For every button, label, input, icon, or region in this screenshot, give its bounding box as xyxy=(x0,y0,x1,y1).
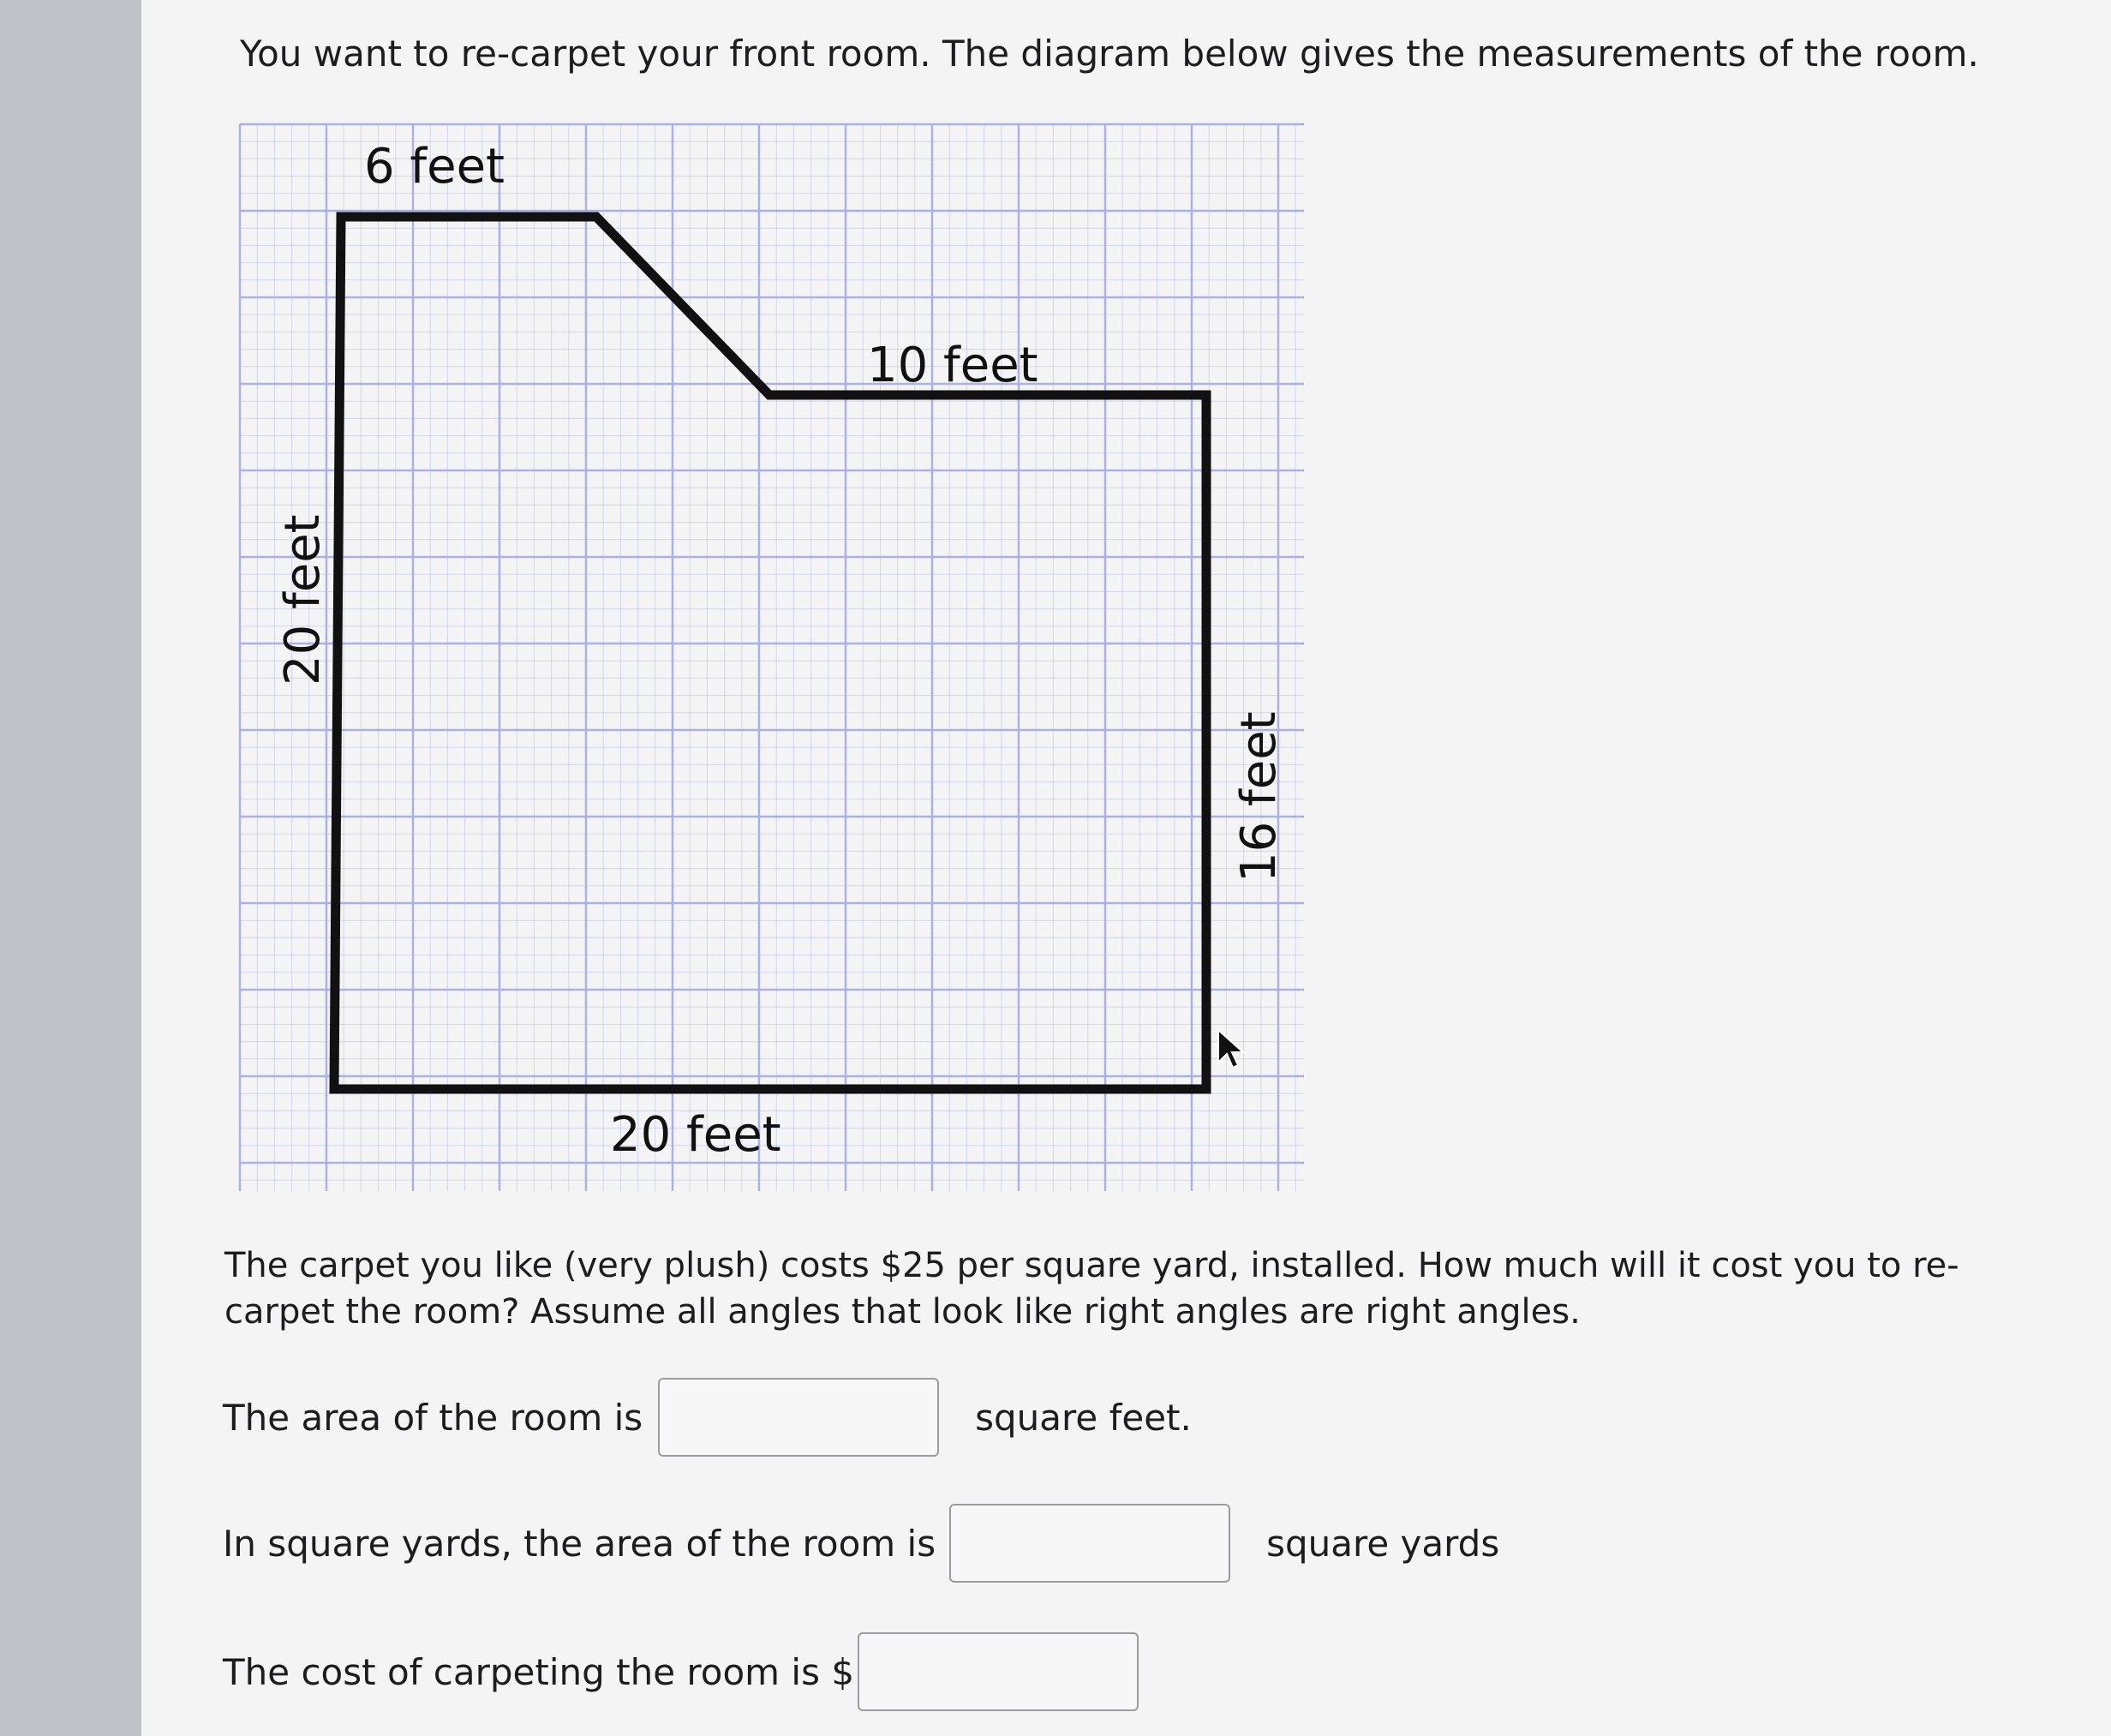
area-sqyd-label: In square yards, the area of the room is xyxy=(223,1522,936,1565)
problem-prompt: You want to re-carpet your front room. The diagram below gives the measurements of the room. xyxy=(240,33,1979,75)
area-sqft-unit: square feet. xyxy=(975,1396,1192,1439)
label-bottom-20-feet: 20 feet xyxy=(610,1107,781,1163)
area-sqft-label: The area of the room is xyxy=(223,1396,643,1439)
area-sqyd-unit: square yards xyxy=(1266,1522,1500,1565)
room-diagram xyxy=(223,116,1319,1204)
cost-input[interactable] xyxy=(858,1632,1139,1711)
mouse-cursor-icon xyxy=(1217,1028,1246,1071)
left-margin xyxy=(0,0,141,1736)
question-text: The carpet you like (very plush) costs $25 per square yard, installed. How much will it cost you to re-carpet the room? Assume all angles that look like right angles are right angles. xyxy=(224,1246,1959,1332)
area-sqyd-input[interactable] xyxy=(949,1504,1230,1583)
area-sqft-input[interactable] xyxy=(658,1378,939,1457)
graph-paper-grid xyxy=(240,124,1304,1191)
room-diagram-svg xyxy=(223,116,1319,1204)
area-sqyd-row xyxy=(223,1504,1499,1583)
cost-label: The cost of carpeting the room is $ xyxy=(223,1650,855,1693)
area-sqft-row xyxy=(223,1378,1192,1457)
label-top-6-feet: 6 feet xyxy=(364,139,505,195)
label-right-top-10-feet: 10 feet xyxy=(867,338,1038,393)
label-right-16-feet: 16 feet xyxy=(1231,711,1287,883)
label-left-20-feet: 20 feet xyxy=(275,514,331,685)
cost-row xyxy=(223,1632,1139,1711)
